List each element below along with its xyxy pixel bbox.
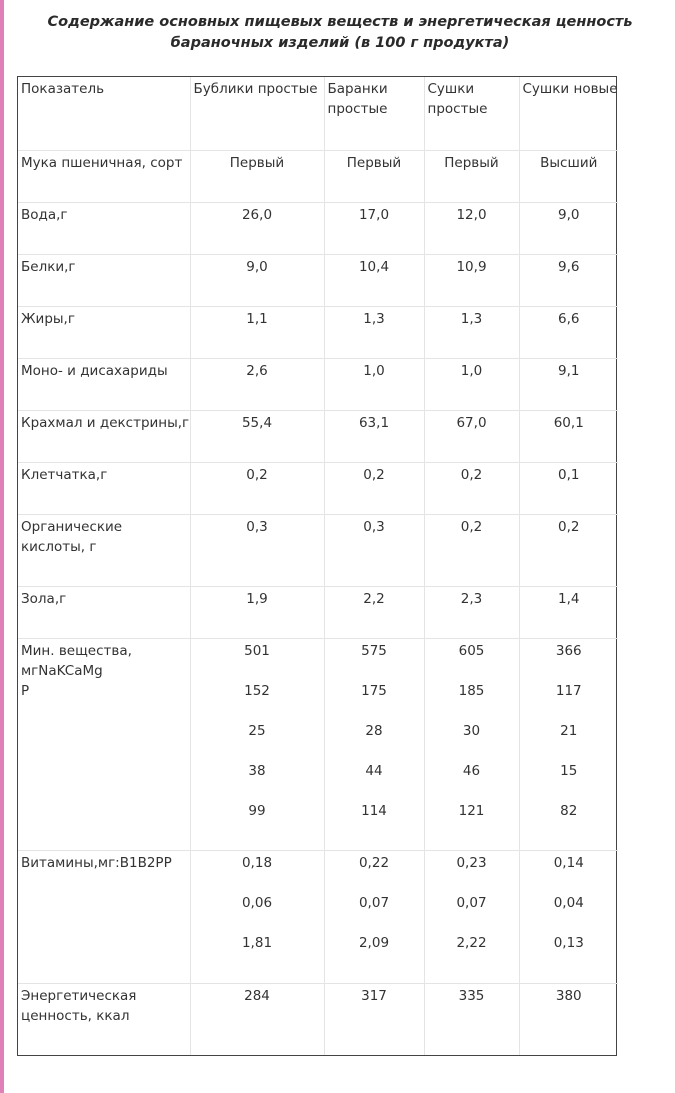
row-label: Белки,г: [18, 254, 190, 306]
table-row-minerals: [18, 638, 618, 850]
minerals-value: 15: [560, 762, 578, 779]
row-value: 12,0: [424, 202, 519, 254]
energy-value: 380: [519, 983, 618, 1055]
row-value: 17,0: [324, 202, 424, 254]
row-value: 10,4: [324, 254, 424, 306]
energy-label: Энергетическая ценность, ккал: [21, 987, 137, 1024]
row-value: 1,3: [324, 306, 424, 358]
vitamins-values: [190, 850, 324, 983]
header-bubliki: Бублики простые: [190, 77, 324, 150]
table-row: [18, 586, 618, 638]
vitamins-values: [424, 850, 519, 983]
minerals-value: 44: [365, 762, 383, 779]
minerals-value: 152: [244, 682, 270, 699]
minerals-label: [18, 638, 190, 850]
minerals-label-line1: Мин. вещества, мгNaKCaMg: [21, 642, 132, 679]
row-value: 0,3: [324, 514, 424, 586]
minerals-value: 501: [244, 642, 270, 659]
vitamins-value: 0,04: [553, 894, 584, 911]
row-value: 0,2: [424, 462, 519, 514]
minerals-value: 82: [560, 802, 578, 819]
row-label: Клетчатка,г: [18, 462, 190, 514]
row-value: Высший: [519, 150, 618, 202]
vitamins-value: 0,18: [241, 854, 273, 871]
left-accent-bar: [0, 0, 4, 1093]
vitamins-value: 0,13: [553, 934, 584, 951]
row-value: 9,0: [519, 202, 618, 254]
table-header-row: [18, 77, 618, 150]
row-value: 0,2: [519, 514, 618, 586]
row-value: 0,2: [324, 462, 424, 514]
minerals-values: [190, 638, 324, 850]
nutrition-table-container: [17, 76, 617, 1056]
table-row-energy: [18, 983, 618, 1055]
page-title: Содержание основных пищевых веществ и энергетическая ценность бараночных изделий (в 100 г продукта): [47, 14, 633, 51]
row-value: 0,3: [190, 514, 324, 586]
minerals-value: 117: [555, 682, 582, 699]
row-label: Вода,г: [18, 202, 190, 254]
row-value: 2,6: [190, 358, 324, 410]
vitamins-label: Витамины,мг:В1В2РР: [18, 850, 190, 983]
row-value: 1,4: [519, 586, 618, 638]
table-row: [18, 306, 618, 358]
minerals-value: 185: [458, 682, 485, 699]
energy-value: 317: [324, 983, 424, 1055]
minerals-value: 121: [458, 802, 485, 819]
vitamins-value: 2,22: [456, 934, 487, 951]
row-value: 0,2: [424, 514, 519, 586]
minerals-label-line2: P: [21, 682, 30, 699]
energy-value: 284: [190, 983, 324, 1055]
row-value: 67,0: [424, 410, 519, 462]
row-value: 1,0: [324, 358, 424, 410]
header-sushki-simple: Сушки простые: [424, 77, 519, 150]
row-value: 1,1: [190, 306, 324, 358]
row-value: 60,1: [519, 410, 618, 462]
minerals-value: 575: [361, 642, 387, 659]
header-indicator: Показатель: [18, 77, 190, 150]
minerals-value: 99: [248, 802, 266, 819]
vitamins-values: [324, 850, 424, 983]
row-label: Зола,г: [18, 586, 190, 638]
row-value: 1,0: [424, 358, 519, 410]
nutrition-table: [18, 77, 618, 1055]
vitamins-values: [519, 850, 618, 983]
minerals-value: 605: [458, 642, 485, 659]
row-label: Органические кислоты, г: [18, 514, 190, 586]
table-row: [18, 462, 618, 514]
row-value: 1,9: [190, 586, 324, 638]
vitamins-value: 2,09: [358, 934, 390, 951]
minerals-value: 28: [365, 722, 383, 739]
row-value: 1,3: [424, 306, 519, 358]
row-value: 26,0: [190, 202, 324, 254]
table-row: [18, 514, 618, 586]
minerals-value: 366: [555, 642, 582, 659]
vitamins-value: 0,23: [456, 854, 487, 871]
row-label: Мука пшеничная, сорт: [18, 150, 190, 202]
minerals-values: [324, 638, 424, 850]
table-row: [18, 150, 618, 202]
row-value: Первый: [190, 150, 324, 202]
row-value: 10,9: [424, 254, 519, 306]
row-value: 0,1: [519, 462, 618, 514]
minerals-value: 21: [560, 722, 578, 739]
minerals-value: 25: [248, 722, 266, 739]
row-value: Первый: [324, 150, 424, 202]
row-value: 2,2: [324, 586, 424, 638]
row-value: 63,1: [324, 410, 424, 462]
row-label: Крахмал и декстрины,г: [18, 410, 190, 462]
row-value: 9,1: [519, 358, 618, 410]
row-value: 9,0: [190, 254, 324, 306]
minerals-value: 46: [462, 762, 481, 779]
table-row: [18, 358, 618, 410]
header-baranki: Баранки простые: [324, 77, 424, 150]
minerals-value: 175: [361, 682, 387, 699]
table-row: [18, 410, 618, 462]
minerals-value: 38: [248, 762, 266, 779]
energy-value: 335: [424, 983, 519, 1055]
row-label: Жиры,г: [18, 306, 190, 358]
row-value: 9,6: [519, 254, 618, 306]
header-sushki-new: Сушки новые: [519, 77, 618, 150]
vitamins-value: 1,81: [241, 934, 273, 951]
table-row-vitamins: [18, 850, 618, 983]
row-value: 0,2: [190, 462, 324, 514]
vitamins-value: 0,06: [241, 894, 273, 911]
minerals-values: [424, 638, 519, 850]
vitamins-value: 0,07: [358, 894, 390, 911]
row-value: Первый: [424, 150, 519, 202]
minerals-value: 30: [462, 722, 481, 739]
minerals-values: [519, 638, 618, 850]
table-row: [18, 254, 618, 306]
table-row: [18, 202, 618, 254]
row-value: 6,6: [519, 306, 618, 358]
vitamins-value: 0,07: [456, 894, 487, 911]
minerals-value: 114: [361, 802, 387, 819]
row-label: Моно- и дисахариды: [18, 358, 190, 410]
row-value: 2,3: [424, 586, 519, 638]
vitamins-value: 0,22: [358, 854, 390, 871]
vitamins-value: 0,14: [553, 854, 584, 871]
row-value: 55,4: [190, 410, 324, 462]
